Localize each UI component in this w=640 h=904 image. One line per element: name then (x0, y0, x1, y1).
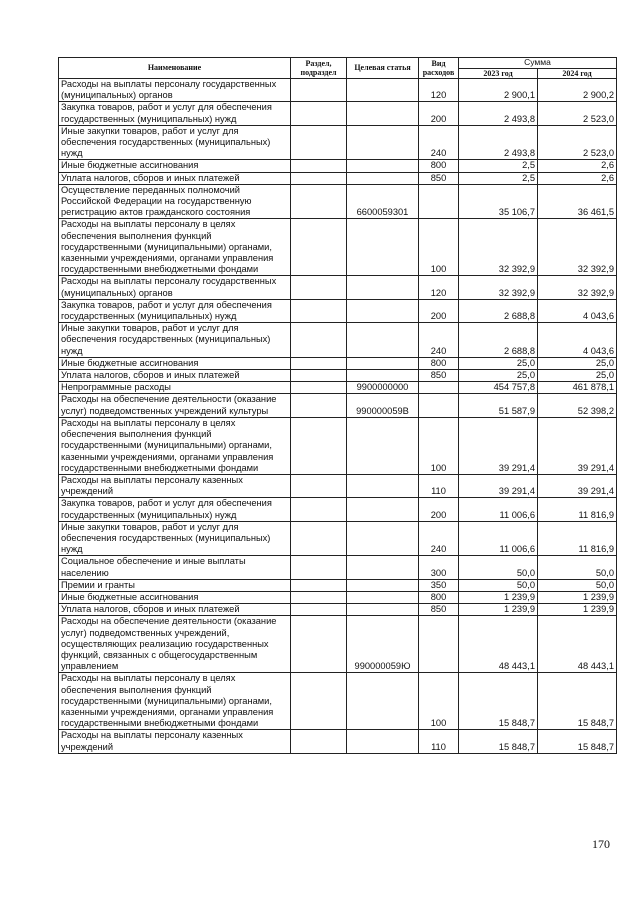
row-sum-2024: 1 239,9 (538, 591, 617, 603)
row-sum-2024: 2,6 (538, 160, 617, 172)
table-row (59, 357, 617, 369)
row-section (291, 357, 347, 369)
row-sum-2024: 461 878,1 (538, 382, 617, 394)
row-target (347, 219, 419, 276)
row-sum-2023: 1 239,9 (459, 591, 538, 603)
row-target (347, 276, 419, 299)
row-target (347, 323, 419, 358)
row-sum-2024: 25,0 (538, 370, 617, 382)
table-row (59, 370, 617, 382)
row-section (291, 474, 347, 497)
table-row (59, 382, 617, 394)
table-row (59, 125, 617, 160)
row-sum-2024: 39 291,4 (538, 474, 617, 497)
row-sum-2023: 454 757,8 (459, 382, 538, 394)
table-row (59, 160, 617, 172)
row-type: 200 (419, 498, 459, 521)
row-target: 9900000000 (347, 382, 419, 394)
table-row (59, 184, 617, 219)
row-target (347, 160, 419, 172)
row-name: Расходы на обеспечение деятельности (оказание услуг) подведомственных учреждений культуры (59, 394, 291, 417)
row-sum-2024: 15 848,7 (538, 730, 617, 753)
row-name: Уплата налогов, сборов и иных платежей (59, 370, 291, 382)
row-target (347, 591, 419, 603)
row-name: Осуществление переданных полномочий Российской Федерации на государственную регистрацию актов гражданского состояния (59, 184, 291, 219)
row-sum-2023: 11 006,6 (459, 521, 538, 556)
table-row (59, 604, 617, 616)
row-sum-2023: 1 239,9 (459, 604, 538, 616)
row-target (347, 357, 419, 369)
table-row (59, 579, 617, 591)
row-section (291, 556, 347, 579)
row-target (347, 125, 419, 160)
row-sum-2023: 35 106,7 (459, 184, 538, 219)
row-sum-2024: 4 043,6 (538, 299, 617, 322)
table-row (59, 521, 617, 556)
row-target (347, 579, 419, 591)
row-type: 800 (419, 591, 459, 603)
row-target (347, 79, 419, 102)
table-row (59, 219, 617, 276)
page-number: 170 (592, 837, 610, 851)
row-type: 200 (419, 299, 459, 322)
table-row (59, 730, 617, 753)
row-section (291, 730, 347, 753)
row-sum-2023: 2 688,8 (459, 323, 538, 358)
row-sum-2023: 39 291,4 (459, 474, 538, 497)
table-row (59, 474, 617, 497)
row-type: 100 (419, 673, 459, 730)
row-sum-2023: 2 688,8 (459, 299, 538, 322)
table-row (59, 102, 617, 125)
row-sum-2023: 39 291,4 (459, 417, 538, 474)
row-sum-2024: 11 816,9 (538, 521, 617, 556)
row-type: 240 (419, 323, 459, 358)
table-row (59, 172, 617, 184)
table-header (59, 58, 617, 79)
row-type: 800 (419, 357, 459, 369)
row-type: 300 (419, 556, 459, 579)
budget-table (58, 57, 617, 754)
row-sum-2024: 11 816,9 (538, 498, 617, 521)
row-sum-2024: 15 848,7 (538, 673, 617, 730)
row-section (291, 579, 347, 591)
table-row (59, 591, 617, 603)
table-row (59, 556, 617, 579)
row-sum-2024: 2 900,2 (538, 79, 617, 102)
row-sum-2024: 2,6 (538, 172, 617, 184)
table-row (59, 417, 617, 474)
row-section (291, 323, 347, 358)
row-section (291, 591, 347, 603)
row-sum-2024: 36 461,5 (538, 184, 617, 219)
row-section (291, 604, 347, 616)
row-type: 800 (419, 160, 459, 172)
row-target (347, 474, 419, 497)
row-sum-2024: 52 398,2 (538, 394, 617, 417)
row-name: Закупка товаров, работ и услуг для обеспечения государственных (муниципальных) нужд (59, 102, 291, 125)
row-name: Закупка товаров, работ и услуг для обеспечения государственных (муниципальных) нужд (59, 299, 291, 322)
row-name: Иные бюджетные ассигнования (59, 357, 291, 369)
row-type: 100 (419, 417, 459, 474)
row-name: Иные бюджетные ассигнования (59, 591, 291, 603)
row-type: 850 (419, 604, 459, 616)
row-section (291, 172, 347, 184)
row-target (347, 370, 419, 382)
row-sum-2023: 2,5 (459, 160, 538, 172)
row-sum-2023: 48 443,1 (459, 616, 538, 673)
row-type: 850 (419, 370, 459, 382)
row-section (291, 498, 347, 521)
row-sum-2023: 2 493,8 (459, 102, 538, 125)
row-target (347, 299, 419, 322)
table-row (59, 394, 617, 417)
table-row (59, 498, 617, 521)
row-sum-2023: 32 392,9 (459, 219, 538, 276)
row-type (419, 382, 459, 394)
row-section (291, 125, 347, 160)
row-section (291, 394, 347, 417)
row-sum-2024: 25,0 (538, 357, 617, 369)
row-type (419, 394, 459, 417)
row-type (419, 616, 459, 673)
row-name: Расходы на выплаты персоналу в целях обеспечения выполнения функций государственными (муниципальными) органами, казенными учреждениями, органами управления государственными внебюджетными фондами (59, 417, 291, 474)
row-sum-2023: 2,5 (459, 172, 538, 184)
row-name: Расходы на выплаты персоналу государственных (муниципальных) органов (59, 79, 291, 102)
row-name: Расходы на обеспечение деятельности (оказание услуг) подведомственных учреждений, осуществляющих реализацию государственных функций, связанных с общегосударственным управлением (59, 616, 291, 673)
table-row (59, 616, 617, 673)
row-section (291, 382, 347, 394)
row-sum-2023: 11 006,6 (459, 498, 538, 521)
row-type: 240 (419, 521, 459, 556)
row-target: 6600059301 (347, 184, 419, 219)
row-sum-2023: 32 392,9 (459, 276, 538, 299)
row-sum-2024: 4 043,6 (538, 323, 617, 358)
row-section (291, 673, 347, 730)
row-sum-2023: 25,0 (459, 370, 538, 382)
row-target (347, 172, 419, 184)
row-sum-2023: 25,0 (459, 357, 538, 369)
header-section: Раздел, подраздел (291, 58, 347, 79)
header-name: Наименование (59, 58, 291, 79)
row-target (347, 521, 419, 556)
row-sum-2024: 39 291,4 (538, 417, 617, 474)
table-body (59, 79, 617, 754)
row-type: 350 (419, 579, 459, 591)
row-name: Уплата налогов, сборов и иных платежей (59, 172, 291, 184)
row-name: Социальное обеспечение и иные выплаты населению (59, 556, 291, 579)
row-name: Расходы на выплаты персоналу в целях обеспечения выполнения функций государственными (муниципальными) органами, казенными учреждениями, органами управления государственными внебюджетными фондами (59, 219, 291, 276)
row-target (347, 556, 419, 579)
header-target: Целевая статья (347, 58, 419, 79)
row-type: 110 (419, 730, 459, 753)
row-section (291, 160, 347, 172)
row-type: 240 (419, 125, 459, 160)
row-type: 120 (419, 79, 459, 102)
row-section (291, 79, 347, 102)
row-sum-2024: 48 443,1 (538, 616, 617, 673)
row-section (291, 370, 347, 382)
row-section (291, 521, 347, 556)
row-type (419, 184, 459, 219)
row-sum-2023: 50,0 (459, 579, 538, 591)
row-target (347, 498, 419, 521)
row-type: 850 (419, 172, 459, 184)
row-name: Закупка товаров, работ и услуг для обеспечения государственных (муниципальных) нужд (59, 498, 291, 521)
row-sum-2023: 15 848,7 (459, 673, 538, 730)
header-year-2023: 2023 год (459, 68, 538, 79)
row-sum-2023: 15 848,7 (459, 730, 538, 753)
row-sum-2024: 1 239,9 (538, 604, 617, 616)
header-sum: Сумма (459, 58, 617, 69)
row-name: Расходы на выплаты персоналу в целях обеспечения выполнения функций государственными (муниципальными) органами, казенными учреждениями, органами управления государственными внебюджетными фондами (59, 673, 291, 730)
row-name: Иные закупки товаров, работ и услуг для обеспечения государственных (муниципальных) нужд (59, 125, 291, 160)
row-type: 200 (419, 102, 459, 125)
row-name: Иные бюджетные ассигнования (59, 160, 291, 172)
row-name: Расходы на выплаты персоналу казенных учреждений (59, 474, 291, 497)
row-section (291, 616, 347, 673)
row-name: Непрограммные расходы (59, 382, 291, 394)
row-target (347, 604, 419, 616)
row-target: 990000059В (347, 394, 419, 417)
row-sum-2024: 50,0 (538, 579, 617, 591)
row-name: Премии и гранты (59, 579, 291, 591)
row-sum-2024: 50,0 (538, 556, 617, 579)
header-year-2024: 2024 год (538, 68, 617, 79)
row-sum-2024: 32 392,9 (538, 276, 617, 299)
row-name: Уплата налогов, сборов и иных платежей (59, 604, 291, 616)
row-type: 120 (419, 276, 459, 299)
row-section (291, 276, 347, 299)
table-row (59, 79, 617, 102)
row-name: Иные закупки товаров, работ и услуг для обеспечения государственных (муниципальных) нужд (59, 323, 291, 358)
row-sum-2024: 32 392,9 (538, 219, 617, 276)
row-sum-2023: 2 493,8 (459, 125, 538, 160)
row-sum-2023: 2 900,1 (459, 79, 538, 102)
row-section (291, 184, 347, 219)
row-target (347, 417, 419, 474)
row-target (347, 673, 419, 730)
header-type: Вид расходов (419, 58, 459, 79)
row-section (291, 299, 347, 322)
row-section (291, 219, 347, 276)
row-target: 990000059Ю (347, 616, 419, 673)
row-section (291, 102, 347, 125)
row-type: 110 (419, 474, 459, 497)
table-row (59, 299, 617, 322)
row-name: Иные закупки товаров, работ и услуг для обеспечения государственных (муниципальных) нужд (59, 521, 291, 556)
row-target (347, 102, 419, 125)
row-sum-2023: 50,0 (459, 556, 538, 579)
table-row (59, 323, 617, 358)
row-type: 100 (419, 219, 459, 276)
row-sum-2023: 51 587,9 (459, 394, 538, 417)
row-name: Расходы на выплаты персоналу государственных (муниципальных) органов (59, 276, 291, 299)
row-target (347, 730, 419, 753)
row-name: Расходы на выплаты персоналу казенных учреждений (59, 730, 291, 753)
row-sum-2024: 2 523,0 (538, 102, 617, 125)
row-section (291, 417, 347, 474)
row-sum-2024: 2 523,0 (538, 125, 617, 160)
table-row (59, 673, 617, 730)
table-row (59, 276, 617, 299)
